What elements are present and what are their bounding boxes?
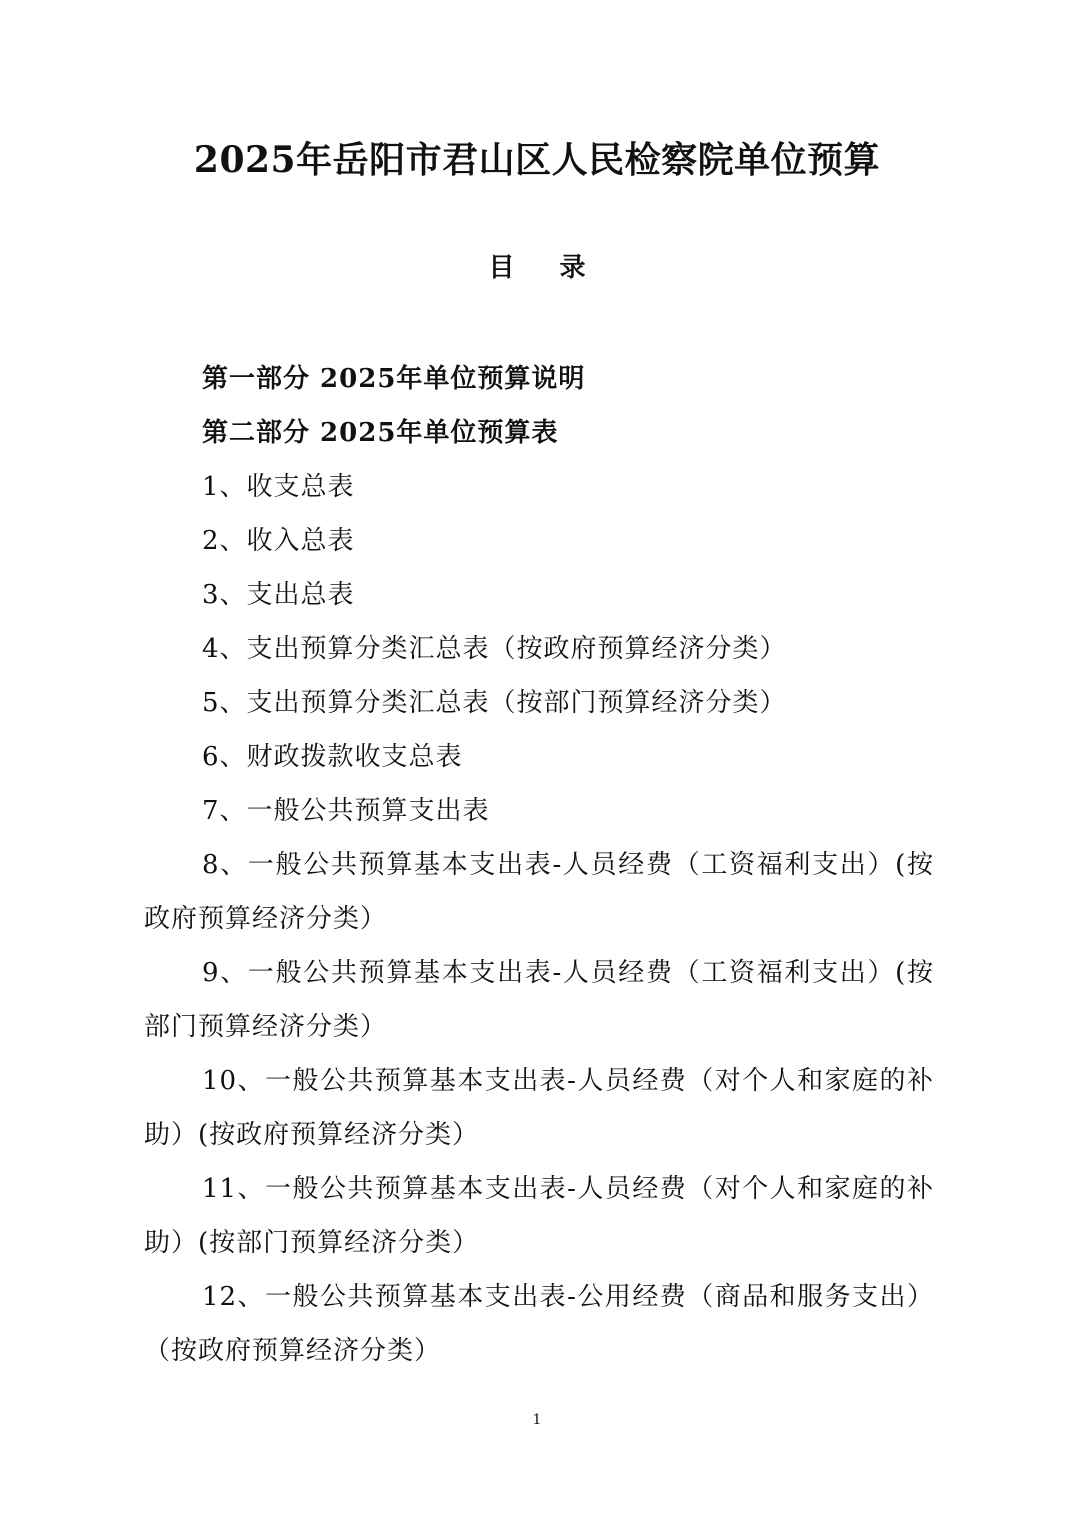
toc-item: 8、一般公共预算基本支出表-人员经费（工资福利支出）(按政府预算经济分类） [144,850,934,934]
toc-item: 2、收入总表 [202,526,355,556]
toc-part-2: 第二部分 2025年单位预算表 [202,418,559,448]
page-number: 1 [532,1412,542,1428]
toc-item: 10、一般公共预算基本支出表-人员经费（对个人和家庭的补助）(按政府预算经济分类） [144,1066,934,1150]
table-of-contents [144,352,934,1378]
toc-item: 12、一般公共预算基本支出表-公用经费（商品和服务支出）（按政府预算经济分类） [144,1282,934,1366]
toc-item: 4、支出预算分类汇总表（按政府预算经济分类） [202,634,787,664]
toc-item: 9、一般公共预算基本支出表-人员经费（工资福利支出）(按部门预算经济分类） [144,958,934,1042]
toc-part-1: 第一部分 2025年单位预算说明 [202,364,586,394]
toc-item: 5、支出预算分类汇总表（按部门预算经济分类） [202,688,787,718]
toc-item: 3、支出总表 [202,580,355,610]
document-title: 2025年岳阳市君山区人民检察院单位预算 [193,139,881,181]
toc-item: 11、一般公共预算基本支出表-人员经费（对个人和家庭的补助）(按部门预算经济分类） [144,1174,934,1258]
toc-item: 6、财政拨款收支总表 [202,742,463,772]
toc-item: 7、一般公共预算支出表 [202,796,490,826]
toc-heading: 目 录 [488,253,604,283]
toc-item: 1、收支总表 [202,472,355,502]
